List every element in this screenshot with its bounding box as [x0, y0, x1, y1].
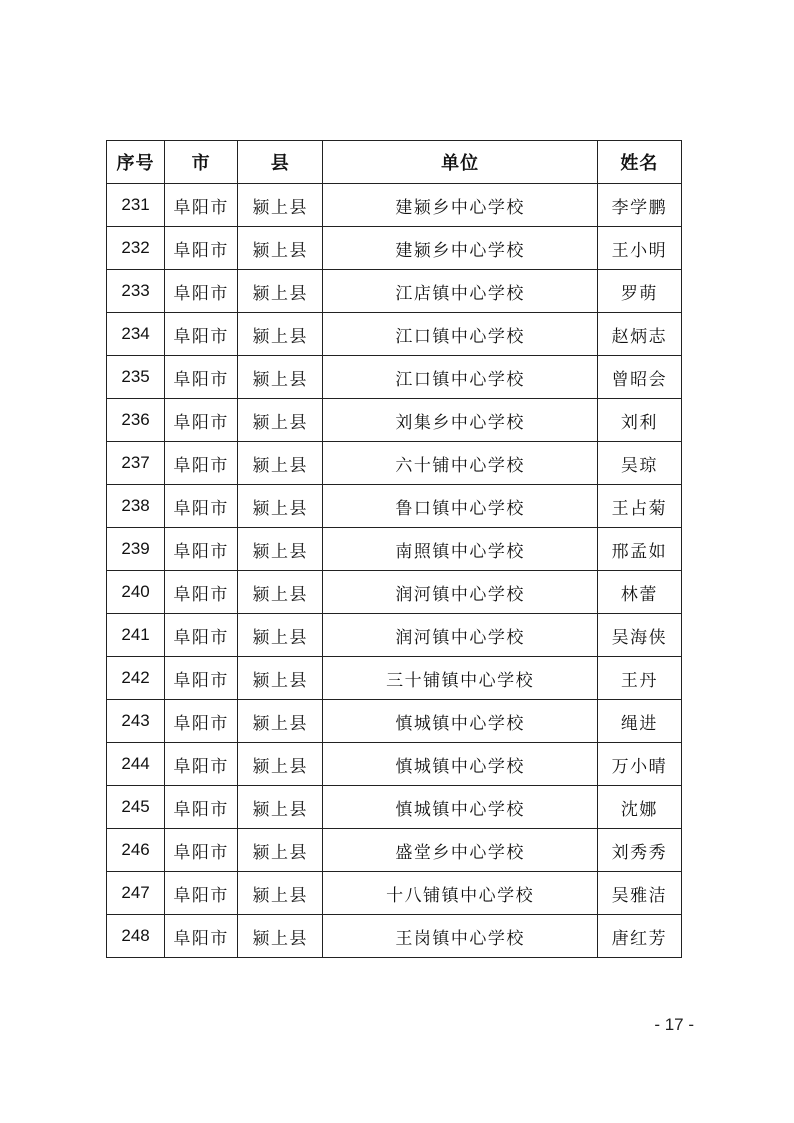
cell-county: 颍上县 — [238, 700, 323, 743]
cell-unit: 慎城镇中心学校 — [323, 743, 597, 786]
cell-no: 236 — [107, 399, 165, 442]
cell-no: 244 — [107, 743, 165, 786]
cell-city: 阜阳市 — [165, 528, 238, 571]
cell-name: 邢孟如 — [597, 528, 681, 571]
cell-unit: 润河镇中心学校 — [323, 571, 597, 614]
cell-county: 颍上县 — [238, 227, 323, 270]
cell-county: 颍上县 — [238, 571, 323, 614]
table-row — [107, 571, 682, 614]
cell-city: 阜阳市 — [165, 915, 238, 958]
cell-name: 曾昭会 — [597, 356, 681, 399]
cell-name: 罗萌 — [597, 270, 681, 313]
cell-county: 颍上县 — [238, 356, 323, 399]
cell-name: 赵炳志 — [597, 313, 681, 356]
cell-city: 阜阳市 — [165, 485, 238, 528]
cell-name: 王小明 — [597, 227, 681, 270]
table-row — [107, 614, 682, 657]
cell-city: 阜阳市 — [165, 657, 238, 700]
cell-city: 阜阳市 — [165, 571, 238, 614]
table-row — [107, 184, 682, 227]
header-county: 县 — [238, 141, 323, 184]
header-name: 姓名 — [597, 141, 681, 184]
cell-county: 颍上县 — [238, 614, 323, 657]
cell-name: 李学鹏 — [597, 184, 681, 227]
header-city: 市 — [165, 141, 238, 184]
cell-unit: 建颍乡中心学校 — [323, 184, 597, 227]
page-number: - 17 - — [654, 1015, 694, 1034]
cell-county: 颍上县 — [238, 872, 323, 915]
table-row — [107, 442, 682, 485]
cell-county: 颍上县 — [238, 270, 323, 313]
cell-unit: 六十铺中心学校 — [323, 442, 597, 485]
cell-name: 唐红芳 — [597, 915, 681, 958]
cell-no: 238 — [107, 485, 165, 528]
cell-city: 阜阳市 — [165, 356, 238, 399]
header-unit: 单位 — [323, 141, 597, 184]
cell-unit: 三十铺镇中心学校 — [323, 657, 597, 700]
cell-county: 颍上县 — [238, 313, 323, 356]
cell-county: 颍上县 — [238, 657, 323, 700]
cell-city: 阜阳市 — [165, 743, 238, 786]
cell-no: 241 — [107, 614, 165, 657]
cell-name: 刘利 — [597, 399, 681, 442]
cell-name: 绳进 — [597, 700, 681, 743]
cell-county: 颍上县 — [238, 442, 323, 485]
cell-unit: 盛堂乡中心学校 — [323, 829, 597, 872]
cell-name: 万小晴 — [597, 743, 681, 786]
cell-name: 吴海侠 — [597, 614, 681, 657]
cell-city: 阜阳市 — [165, 700, 238, 743]
cell-name: 林蕾 — [597, 571, 681, 614]
header-row — [107, 141, 682, 184]
cell-unit: 十八铺镇中心学校 — [323, 872, 597, 915]
cell-no: 243 — [107, 700, 165, 743]
cell-city: 阜阳市 — [165, 399, 238, 442]
table-row — [107, 915, 682, 958]
cell-no: 234 — [107, 313, 165, 356]
cell-county: 颍上县 — [238, 184, 323, 227]
cell-no: 246 — [107, 829, 165, 872]
cell-unit: 王岗镇中心学校 — [323, 915, 597, 958]
cell-unit: 江口镇中心学校 — [323, 313, 597, 356]
cell-no: 233 — [107, 270, 165, 313]
header-no: 序号 — [107, 141, 165, 184]
table-row — [107, 270, 682, 313]
table-row — [107, 485, 682, 528]
cell-unit: 南照镇中心学校 — [323, 528, 597, 571]
cell-name: 吴雅洁 — [597, 872, 681, 915]
cell-county: 颍上县 — [238, 829, 323, 872]
cell-no: 239 — [107, 528, 165, 571]
table-row — [107, 657, 682, 700]
table-header — [107, 141, 682, 184]
cell-no: 242 — [107, 657, 165, 700]
cell-unit: 慎城镇中心学校 — [323, 786, 597, 829]
cell-unit: 建颍乡中心学校 — [323, 227, 597, 270]
cell-county: 颍上县 — [238, 399, 323, 442]
cell-unit: 慎城镇中心学校 — [323, 700, 597, 743]
cell-name: 王占菊 — [597, 485, 681, 528]
table-body — [107, 184, 682, 958]
table-row — [107, 872, 682, 915]
cell-unit: 鲁口镇中心学校 — [323, 485, 597, 528]
cell-no: 235 — [107, 356, 165, 399]
table-row — [107, 356, 682, 399]
cell-city: 阜阳市 — [165, 313, 238, 356]
cell-city: 阜阳市 — [165, 829, 238, 872]
table-row — [107, 528, 682, 571]
roster-table — [106, 140, 682, 958]
table-row — [107, 743, 682, 786]
cell-county: 颍上县 — [238, 528, 323, 571]
cell-name: 吴琼 — [597, 442, 681, 485]
cell-no: 231 — [107, 184, 165, 227]
cell-unit: 润河镇中心学校 — [323, 614, 597, 657]
cell-no: 247 — [107, 872, 165, 915]
cell-no: 245 — [107, 786, 165, 829]
cell-no: 232 — [107, 227, 165, 270]
cell-city: 阜阳市 — [165, 872, 238, 915]
table-row — [107, 786, 682, 829]
table-row — [107, 399, 682, 442]
table-row — [107, 313, 682, 356]
cell-city: 阜阳市 — [165, 227, 238, 270]
cell-county: 颍上县 — [238, 915, 323, 958]
cell-name: 沈娜 — [597, 786, 681, 829]
cell-city: 阜阳市 — [165, 184, 238, 227]
cell-county: 颍上县 — [238, 485, 323, 528]
table-row — [107, 227, 682, 270]
cell-city: 阜阳市 — [165, 786, 238, 829]
cell-county: 颍上县 — [238, 743, 323, 786]
cell-unit: 江店镇中心学校 — [323, 270, 597, 313]
table-row — [107, 700, 682, 743]
cell-name: 刘秀秀 — [597, 829, 681, 872]
table-row — [107, 829, 682, 872]
cell-unit: 刘集乡中心学校 — [323, 399, 597, 442]
cell-city: 阜阳市 — [165, 270, 238, 313]
cell-no: 248 — [107, 915, 165, 958]
cell-city: 阜阳市 — [165, 614, 238, 657]
cell-no: 237 — [107, 442, 165, 485]
cell-city: 阜阳市 — [165, 442, 238, 485]
cell-county: 颍上县 — [238, 786, 323, 829]
cell-no: 240 — [107, 571, 165, 614]
cell-unit: 江口镇中心学校 — [323, 356, 597, 399]
cell-name: 王丹 — [597, 657, 681, 700]
